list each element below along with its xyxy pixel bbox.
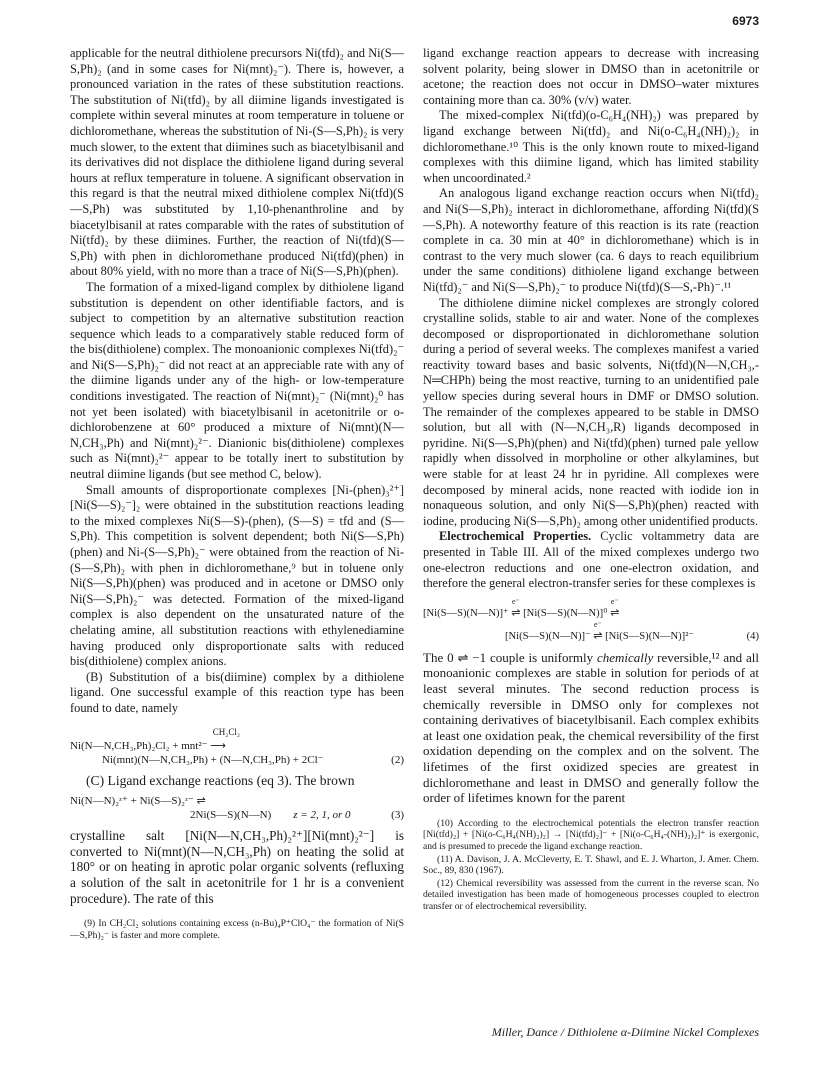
equation-4-cation: [Ni(S—S)(N—N)]⁺	[423, 607, 509, 619]
right-paragraph-5	[423, 529, 759, 591]
equation-3-reactants: Ni(N—N)₂ᶻ⁺ + Ni(S—S)₂ᶻ⁻	[70, 795, 194, 808]
right-paragraph-5-text: Cyclic voltammetry data are presented in Table III. All of the mixed complexes undergo two one-electron reductions and one one-electron oxidation, and therefore the general electron-transfer series for these complexes is	[423, 529, 759, 591]
equilibrium-arrow-icon: ⇌	[610, 605, 620, 619]
equation-3-condition: z = 2, 1, or 0	[293, 809, 351, 822]
electron-label: e⁻	[610, 596, 619, 606]
footnote-10: (10) According to the electrochemical potentials the electron transfer reaction [Ni(tfd)₂] + [Ni(o-C₆H₄(NH)₂)₂] → [Ni(tfd)₂]⁻ + [Ni(o-C₆H₄-(NH)₂)₂]⁺ is exergonic, and is presumed to precede the ligand exchange reaction.	[423, 817, 759, 852]
left-paragraph-5: (C) Ligand exchange reactions (eq 3). The brown	[86, 772, 355, 788]
equation-4-neutral: [Ni(S—S)(N—N)]⁰	[523, 607, 608, 619]
equation-2-products: Ni(mnt)(N—N,CH₃,Ph) + (N—N,CH₃,Ph) + 2Cl⁻	[102, 753, 324, 766]
section-heading-electrochemical: Electrochemical Properties.	[439, 529, 592, 544]
equation-2-solvent: CH₂Cl₂	[212, 726, 240, 737]
footnote-12: (12) Chemical reversibility was assessed from the current in the reverse scan. No detailed investigation has been made of homogeneous processes coupled to electron transfer or of electrochemical reversibility.	[423, 877, 759, 912]
right-paragraph-4: The dithiolene diimine nickel complexes are strongly colored crystalline solids, stable to air and water. None of the complexes decomposed or disproportionated in dichloromethane solution during a period of several weeks. The complexes manifest a varied reactivity toward bases and basic solvents, Ni(tfd)(N—N,CH₃,-N═CHPh) being the most reactive, turning to an unidentified pale yellow species during several hours in DMF or DMSO solution. The remainder of the complexes appeared to be stable in DMSO solution, but all with (N—N,CH₃,R) ligands decomposed in pyridine. Ni(S—S,Ph)(phen) and Ni(tfd)(phen) turned pale yellow rapidly when dissolved in morpholine or other alkylamines, but were stable for at least 24 hr in pyridine. All complexes were decomposed by mineral acids, none reacted with iodide ion in nonaqueous solution, and only Ni(S—S,Ph)(phen) reacted with iodine, producing Ni(S—S,Ph)₂ among other unidentified products.	[423, 295, 759, 528]
footnote-11: (11) A. Davison, J. A. McCleverty, E. T. Shawl, and E. J. Wharton, J. Amer. Chem. Soc., 89, 830 (1967).	[423, 853, 759, 877]
page-number: 6973	[732, 14, 759, 28]
right-footnotes	[423, 814, 759, 913]
right-column	[423, 46, 759, 913]
equilibrium-arrow-icon: ⇌	[593, 628, 603, 642]
equation-2-reactants: Ni(N—N,CH₃,Ph)₂Cl₂ + mnt²⁻	[70, 739, 208, 752]
left-column	[70, 46, 404, 942]
left-paragraph-1: applicable for the neutral dithiolene precursors Ni(tfd)₂ and Ni(S—S,Ph)₂ (and in some cases for Ni(mnt)₂⁻). There is, however, a pronounced variation in the rates of these substitution reactions. The substitution of Ni(tfd)₂ by all diimine ligands investigated is complete within several minutes at room temperature in toluene or dichloromethane, whereas the substitution of Ni-(S—S,Ph)₂ is very much slower, to the extent that diimines such as biacetylbisanil and its derivatives did not displace the dithiolene ligand during several hours at reflux temperature in toluene. A significant observation in this regard is that the neutral mixed dithiolene complex Ni(tfd)(S—S,Ph) was substituted by 1,10-phenanthroline and by biacetylbisanil at rates comparable with the rates of substitution of Ni(tfd)₂ by these diimines. Further, the reaction of Ni(tfd)(S—S,Ph) with phen in dichloromethane produced Ni(tfd)(phen) in about 80% yield, with no more than a trace of Ni(S—S,Ph)(phen).	[70, 46, 404, 279]
electron-label: e⁻	[512, 596, 520, 606]
left-footnotes	[70, 914, 404, 941]
equation-3-number: (3)	[391, 809, 404, 822]
left-paragraph-2: The formation of a mixed-ligand complex by dithiolene ligand substitution is dependent on other identifiable factors, and is subject to competition by an alternative substitution reaction sequence which leads to a comparatively stable reduced form of the bis(dithiolene) complex. The monoanionic complexes Ni(tfd)₂⁻ and Ni(S—S,Ph)₂⁻ did not react at an appreciable rate with any of the diimine ligands under any of the high- or low-temperature conditions investigated. The reaction of Ni(mnt)₂⁻ (Ni(mnt)₂⁰ has not yet been isolated) with biacetylbisanil in acetonitrile or o-dichlorobenzene at 60° produced a mixture of Ni(mnt)(N—N,CH₃,Ph) and Ni(mnt)₂²⁻. Dianionic bis(dithiolene) complexes such as Ni(mnt)₂²⁻ appear to be totally inert to substitution by neutral diimine ligands (but see method C, below).	[70, 279, 404, 482]
left-paragraph-3: Small amounts of disproportionate complexes [Ni-(phen)₃²⁺][Ni(S—S)₂⁻]₂ were obtained in the substitution reactions leading to the mixed complexes Ni(S—S)-(phen), (S—S) = tfd and (S—S,Ph). This competition is solvent dependent; both Ni(S—S,Ph)(phen) and Ni-(S—S,Ph)₂⁻ were obtained from the reaction of Ni-(S—S,Ph)₂ with phen in dichloromethane,⁹ but in toluene only Ni(S—S,Ph)(phen) was produced and in acetone or DMSO only Ni(S—S,Ph)₂⁻ was detected. Formation of the mixed-ligand complex is also dependent on the unsaturated nature of the chelating amine, all substitution reactions with ethylenediamine having produced only disproportionate salts with reduced bis(dithiolene) complex anions.	[70, 482, 404, 669]
right-paragraph-2: The mixed-complex Ni(tfd)(o-C₆H₄(NH)₂) was prepared by ligand exchange between Ni(tfd)₂ and Ni(o-C₆H₄(NH)₂)₂ in dichloromethane.¹⁰ This is the only known route to mixed-ligand complexes with this diimine ligand, which has limited stability when uncoordinated.²	[423, 108, 759, 185]
equation-4-dianion: [Ni(S—S)(N—N)]²⁻	[605, 630, 694, 642]
equation-3-products: 2Ni(S—S)(N—N)	[190, 809, 272, 822]
equation-4-monoanion: [Ni(S—S)(N—N)]⁻	[505, 630, 591, 642]
electron-label: e⁻	[594, 619, 602, 629]
equation-2-number: (2)	[391, 753, 404, 766]
equation-4	[423, 598, 759, 644]
footnote-9: (9) In CH₂Cl₂ solutions containing excess (n-Bu)₄P⁺ClO₄⁻ the formation of Ni(S—S,Ph)₂⁻ is faster and more complete.	[70, 918, 404, 941]
right-paragraph-1: ligand exchange reaction appears to decrease with increasing solvent polarity, being slower in DMSO than in acetonitrile or acetone; the reaction does not occur in DMSO–water mixtures containing more than ca. 30% (v/v) water.	[423, 46, 759, 107]
equation-4-number: (4)	[746, 630, 759, 642]
equilibrium-arrow-icon: ⇌	[511, 605, 521, 619]
equation-2	[70, 725, 404, 767]
right-paragraph-6: The 0 ⇌ −1 couple is uniformly chemically reversible,¹² and all monoanionic complexes are stable in solution for periods of at least several minutes. The second reduction process is chemically reversible in DMSO only for complexes not containing derivatives of biacetylbisanil. Each complex exhibits at least one oxidation peak, the chemical reversibility of the first oxidation depending on the complex and on the solvent. The lifetimes of the first oxidized species are greatest in dichloromethane and least in DMSO and generally follow the order of lifetimes known for the parent	[423, 649, 759, 806]
running-footer: Miller, Dance / Dithiolene α-Diimine Nickel Complexes	[491, 1025, 759, 1039]
right-paragraph-3: An analogous ligand exchange reaction occurs when Ni(tfd)₂ and Ni(S—S,Ph)₂ interact in dichloromethane, affording Ni(tfd)(S—S,Ph). A noteworthy feature of this reaction is its rate (reaction complete in ca. 30 min at 40° in dichloromethane) which is in contrast to the very much slower (ca. 6 days to reach equilibrium under the same conditions) dithiolene ligand exchange between Ni(tfd)₂⁻ and Ni(S—S,Ph)₂⁻ to produce Ni(tfd)(S—S,-Ph)⁻.¹¹	[423, 186, 759, 294]
equation-3	[70, 794, 404, 822]
reaction-arrow-icon: ⟶	[210, 738, 226, 752]
equilibrium-arrow-icon: ⇌	[196, 794, 206, 808]
left-paragraph-6: crystalline salt [Ni(N—N,CH₃,Ph)₂²⁺][Ni(mnt)₂²⁻] is converted to Ni(mnt)(N—N,CH₃,Ph) on heating the solid at 180° or on heating in aprotic polar organic solvents (refluxing a solution of the salt in acetonitrile for 1 hr is a convenient procedure). The rate of this	[70, 828, 404, 906]
left-paragraph-4: (B) Substitution of a bis(diimine) complex by a dithiolene ligand. One successful example of this reaction type has been found to date, namely	[70, 669, 404, 715]
